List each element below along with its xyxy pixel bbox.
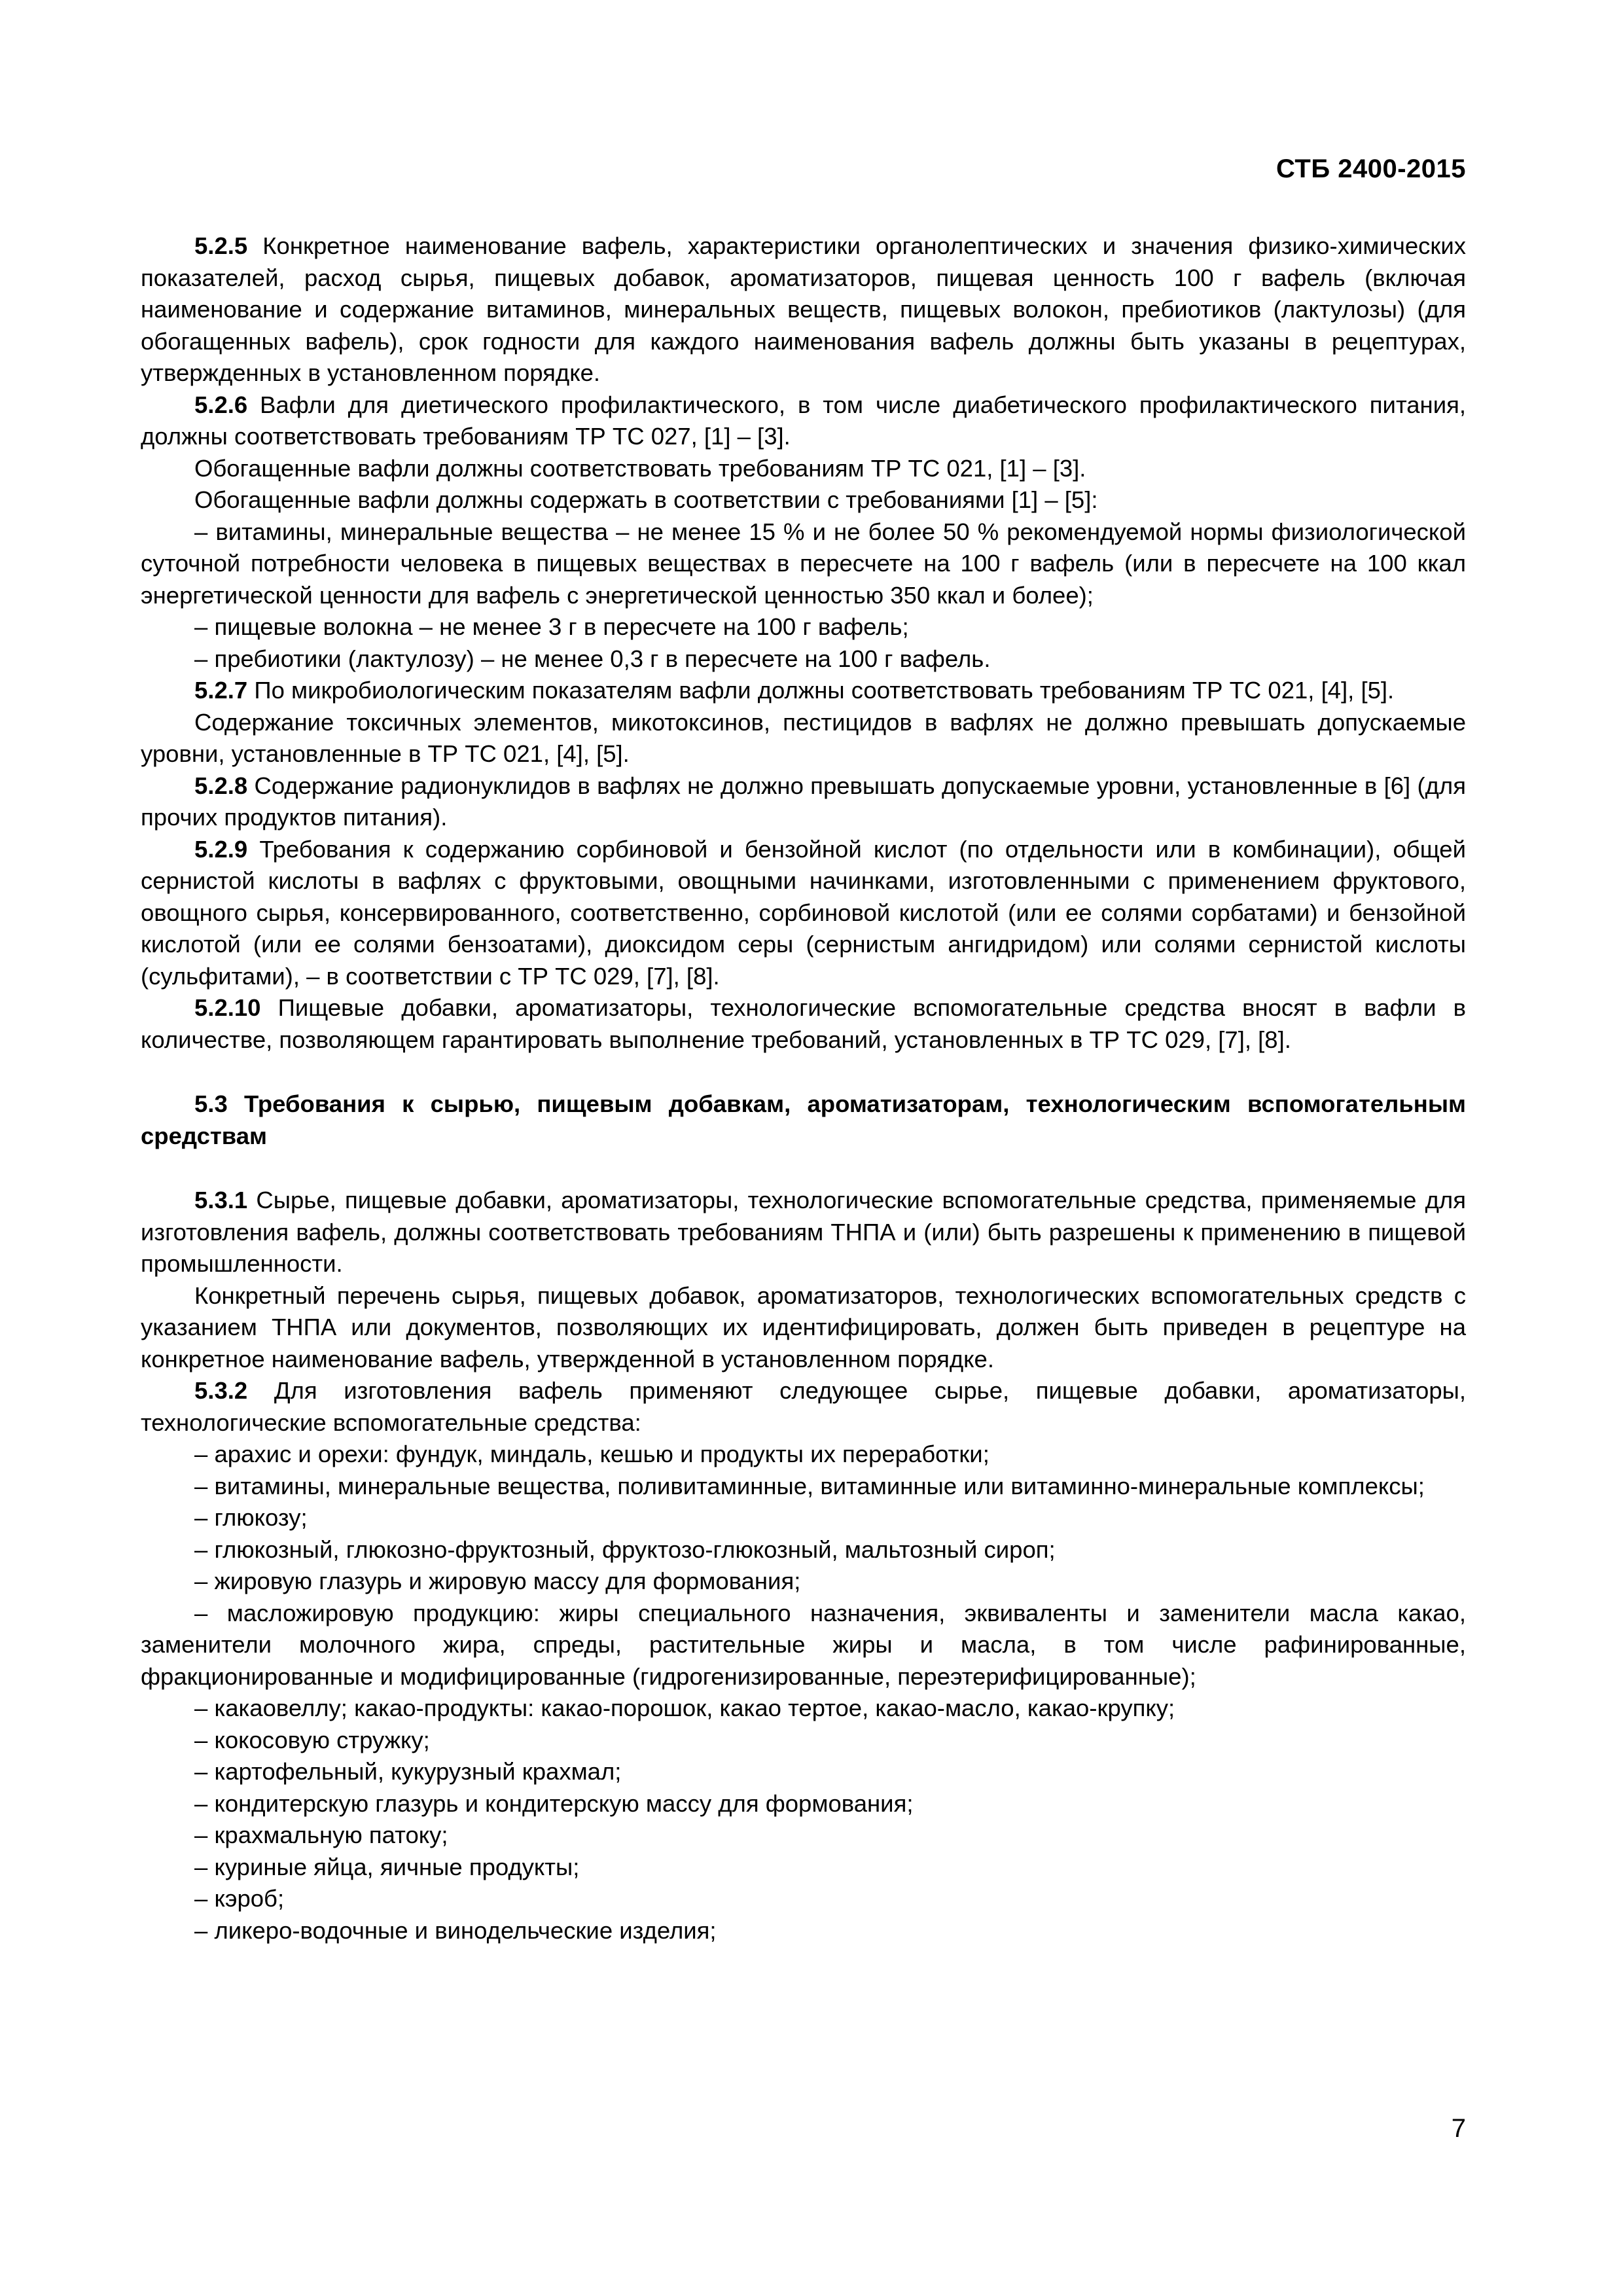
document-header: СТБ 2400-2015 <box>1276 154 1466 183</box>
paragraph-5-2-7 <box>141 675 1466 707</box>
list-item: – куриные яйца, яичные продукты; <box>194 1853 580 1880</box>
list-item: – кэроб; <box>194 1885 285 1912</box>
clause-number: 5.2.10 <box>194 994 261 1021</box>
paragraph-5-2-8 <box>141 770 1466 834</box>
clause-number: 5.3.1 <box>194 1187 248 1213</box>
clause-number: 5.2.6 <box>194 391 248 418</box>
clause-number: 5.2.9 <box>194 835 248 863</box>
clause-text: Пищевые добавки, ароматизаторы, технологические вспомогательные средства вносят в вафли в количестве, позволяющем гарантировать выполнение требований, установленных в ТР ТС 029, [7], [8]. <box>141 994 1466 1053</box>
paragraph-5-2-5 <box>141 230 1466 389</box>
list-item: – глюкозу; <box>194 1504 308 1531</box>
paragraph-5-2-6-content: Обогащенные вафли должны содержать в соответствии с требованиями [1] – [5]: <box>194 486 1098 513</box>
paragraph-5-3-1-list: Конкретный перечень сырья, пищевых добавок, ароматизаторов, технологических вспомогательных средств с указанием ТНПА или документов, позволяющих их идентифицировать, должен быть приведен в рецептуре на конкретное наименование вафель, утвержденной в установленном порядке. <box>141 1282 1466 1372</box>
list-item: – арахис и орехи: фундук, миндаль, кешью и продукты их переработки; <box>194 1441 990 1467</box>
list-item: – ликеро-водочные и винодельческие изделия; <box>194 1916 717 1944</box>
paragraph-5-3-1 <box>141 1185 1466 1280</box>
clause-text: Содержание радионуклидов в вафлях не должно превышать допускаемые уровни, установленные в [6] (для прочих продуктов питания). <box>141 772 1466 831</box>
paragraph-5-2-6 <box>141 389 1466 453</box>
clause-number: 5.2.8 <box>194 772 248 799</box>
paragraph-5-2-6-enriched: Обогащенные вафли должны соответствовать требованиям ТР ТС 021, [1] – [3]. <box>194 454 1086 482</box>
clause-number: 5.2.5 <box>194 232 248 259</box>
clause-number: 5.2.7 <box>194 677 248 704</box>
list-item: – какаовеллу; какао-продукты: какао-порошок, какао тертое, какао-масло, какао-крупку; <box>194 1695 1175 1721</box>
paragraph-5-3-2 <box>141 1375 1466 1439</box>
clause-text: Вафли для диетического профилактического, в том числе диабетического профилактического питания, должны соответствовать требованиям ТР ТС 027, [1] – [3]. <box>141 391 1466 450</box>
clause-text: Конкретное наименование вафель, характеристики органолептических и значения физико-химических показателей, расход сырья, пищевых добавок, ароматизаторов, пищевая ценность 100 г вафель (включая наименование и содержание витаминов, минеральных веществ, пищевых волокон, пребиотиков (лактулозы) (для обогащенных вафель), срок годности для каждого наименования вафель должны быть указаны в рецептурах, утвержденных в установленном порядке. <box>141 232 1466 386</box>
clause-number: 5.3.2 <box>194 1377 248 1404</box>
list-item: – крахмальную патоку; <box>194 1821 448 1848</box>
list-item: – пребиотики (лактулозу) – не менее 0,3 г в пересчете на 100 г вафель. <box>194 645 991 672</box>
section-heading-5-3: 5.3 Требования к сырью, пищевым добавкам, ароматизаторам, технологическим вспомогательным средствам <box>141 1090 1466 1149</box>
list-item: – жировую глазурь и жировую массу для формования; <box>194 1568 801 1594</box>
clause-text: Сырье, пищевые добавки, ароматизаторы, технологические вспомогательные средства, применяемые для изготовления вафель, должны соответствовать требованиям ТНПА и (или) быть разрешены к применению в пищевой промышленности. <box>141 1187 1466 1277</box>
list-item: – витамины, минеральные вещества – не менее 15 % и не более 50 % рекомендуемой нормы физиологической суточной потребности человека в пищевых веществах в пересчете на 100 г вафель (или в пересчете на 100 ккал энергетической ценности для вафель с энергетической ценностью 350 ккал и более); <box>141 518 1466 609</box>
paragraph-5-2-7-toxic: Содержание токсичных элементов, микотоксинов, пестицидов в вафлях не должно превышать допускаемые уровни, установленные в ТР ТС 021, [4], [5]. <box>141 708 1466 767</box>
list-item: – витамины, минеральные вещества, поливитаминные, витаминные или витаминно-минеральные комплексы; <box>194 1472 1425 1499</box>
list-item: – глюкозный, глюкозно-фруктозный, фруктозо-глюкозный, мальтозный сироп; <box>194 1535 1056 1563</box>
list-item: – картофельный, кукурузный крахмал; <box>194 1758 622 1785</box>
list-item: – пищевые волокна – не менее 3 г в пересчете на 100 г вафель; <box>194 613 909 640</box>
list-item: – кондитерскую глазурь и кондитерскую массу для формования; <box>194 1789 914 1817</box>
paragraph-5-2-9 <box>141 834 1466 993</box>
document-body <box>141 230 1466 1946</box>
clause-text: Для изготовления вафель применяют следующее сырье, пищевые добавки, ароматизаторы, технологические вспомогательные средства: <box>141 1377 1466 1436</box>
list-item: – масложировую продукцию: жиры специального назначения, эквиваленты и заменители масла какао, заменители молочного жира, спреды, растительные жиры и масла, в том числе рафинированные, фракционированные и модифицированные (гидрогенизированные, переэтерифицированные); <box>141 1599 1466 1690</box>
clause-text: Требования к содержанию сорбиновой и бензойной кислот (по отдельности или в комбинации), общей сернистой кислоты в вафлях с фруктовыми, овощными начинками, изготовленными с применением фруктового, овощного сырья, консервированного, соответственно, сорбиновой кислотой (или ее солями сорбатами) и бензойной кислотой (или ее солями бензоатами), диоксидом серы (сернистым ангидридом) или солями сернистой кислоты (сульфитами), – в соответствии с ТР ТС 029, [7], [8]. <box>141 835 1466 990</box>
paragraph-5-2-10 <box>141 992 1466 1056</box>
list-item: – кокосовую стружку; <box>194 1726 430 1753</box>
page-number: 7 <box>1451 2114 1466 2143</box>
clause-text: По микробиологическим показателям вафли должны соответствовать требованиям ТР ТС 021, [4], [5]. <box>247 677 1395 704</box>
